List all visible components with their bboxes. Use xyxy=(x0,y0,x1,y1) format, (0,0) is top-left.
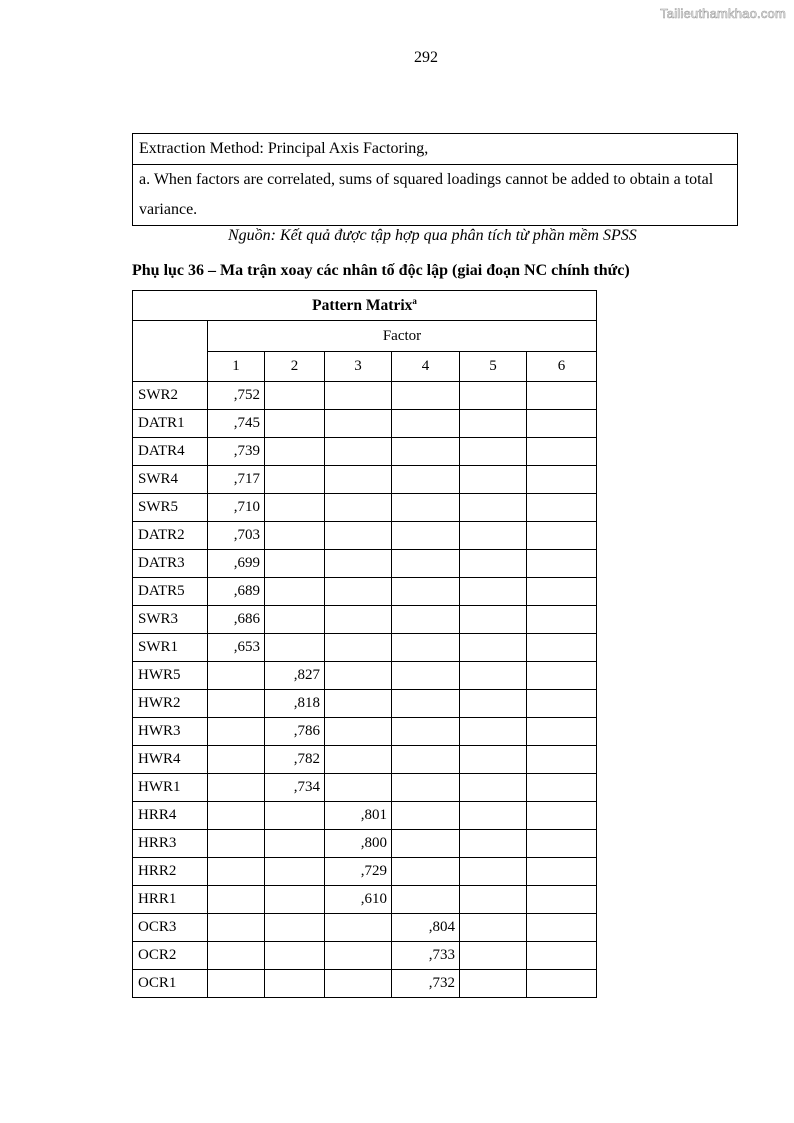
loading-cell xyxy=(325,522,392,550)
loading-cell xyxy=(527,522,597,550)
loading-cell xyxy=(265,466,325,494)
item-label: DATR4 xyxy=(133,438,208,466)
loading-cell xyxy=(208,802,265,830)
matrix-title-footnote: a xyxy=(412,295,417,306)
loading-cell xyxy=(265,942,325,970)
pattern-matrix-table xyxy=(132,290,597,998)
loading-cell xyxy=(392,550,460,578)
loading-cell xyxy=(460,970,527,998)
loading-cell xyxy=(392,858,460,886)
loading-cell xyxy=(265,438,325,466)
loading-cell xyxy=(265,382,325,410)
factor-column-header: 5 xyxy=(460,352,527,382)
table-row xyxy=(133,970,597,998)
loading-cell xyxy=(208,774,265,802)
matrix-title-row xyxy=(133,291,597,321)
item-label: HWR4 xyxy=(133,746,208,774)
loading-cell xyxy=(325,718,392,746)
loading-cell xyxy=(392,830,460,858)
item-label: HWR2 xyxy=(133,690,208,718)
loading-cell xyxy=(392,690,460,718)
loading-cell xyxy=(208,970,265,998)
loading-cell xyxy=(325,942,392,970)
item-label: DATR3 xyxy=(133,550,208,578)
item-label: HWR3 xyxy=(133,718,208,746)
loading-cell xyxy=(527,830,597,858)
loading-cell xyxy=(392,494,460,522)
item-label: DATR2 xyxy=(133,522,208,550)
item-label: OCR1 xyxy=(133,970,208,998)
item-label: HRR3 xyxy=(133,830,208,858)
loading-cell xyxy=(460,634,527,662)
loading-cell: ,733 xyxy=(392,942,460,970)
loading-cell xyxy=(527,606,597,634)
loading-cell xyxy=(527,382,597,410)
loading-cell xyxy=(460,942,527,970)
loading-cell xyxy=(460,718,527,746)
loading-cell xyxy=(325,382,392,410)
loading-cell xyxy=(460,662,527,690)
correlated-factors-note: a. When factors are correlated, sums of squared loadings cannot be added to obtain a total variance. xyxy=(133,165,738,226)
loading-cell xyxy=(460,830,527,858)
loading-cell xyxy=(208,830,265,858)
loading-cell xyxy=(265,802,325,830)
loading-cell xyxy=(460,438,527,466)
loading-cell: ,804 xyxy=(392,914,460,942)
table-row xyxy=(133,942,597,970)
loading-cell xyxy=(460,382,527,410)
loading-cell xyxy=(392,578,460,606)
loading-cell: ,752 xyxy=(208,382,265,410)
appendix-caption: Phụ lục 36 – Ma trận xoay các nhân tố độc lập (giai đoạn NC chính thức) xyxy=(132,262,630,279)
factor-column-header: 2 xyxy=(265,352,325,382)
source-note: Nguồn: Kết quả được tập hợp qua phân tích từ phần mềm SPSS xyxy=(228,227,637,244)
loading-cell xyxy=(265,858,325,886)
loading-cell xyxy=(265,970,325,998)
table-row xyxy=(133,438,597,466)
loading-cell: ,801 xyxy=(325,802,392,830)
loading-cell: ,818 xyxy=(265,690,325,718)
loading-cell xyxy=(527,746,597,774)
table-row xyxy=(133,690,597,718)
loading-cell: ,689 xyxy=(208,578,265,606)
loading-cell xyxy=(460,466,527,494)
table-row xyxy=(133,578,597,606)
table-row xyxy=(133,802,597,830)
item-label: SWR4 xyxy=(133,466,208,494)
loading-cell: ,745 xyxy=(208,410,265,438)
item-label: OCR2 xyxy=(133,942,208,970)
loading-cell xyxy=(460,690,527,718)
loading-cell xyxy=(460,410,527,438)
factor-column-header: 1 xyxy=(208,352,265,382)
loading-cell xyxy=(392,438,460,466)
item-label: SWR3 xyxy=(133,606,208,634)
loading-cell xyxy=(208,886,265,914)
item-label: HRR1 xyxy=(133,886,208,914)
loading-cell: ,827 xyxy=(265,662,325,690)
loading-cell xyxy=(392,634,460,662)
loading-cell xyxy=(392,382,460,410)
page-number: 292 xyxy=(414,49,438,66)
loading-cell xyxy=(392,802,460,830)
loading-cell xyxy=(265,410,325,438)
loading-cell xyxy=(527,774,597,802)
table-row xyxy=(133,382,597,410)
loading-cell xyxy=(527,578,597,606)
item-label: HRR4 xyxy=(133,802,208,830)
item-label: HWR1 xyxy=(133,774,208,802)
loading-cell xyxy=(325,662,392,690)
item-label: SWR1 xyxy=(133,634,208,662)
table-row xyxy=(133,550,597,578)
loading-cell xyxy=(460,886,527,914)
loading-cell xyxy=(527,634,597,662)
item-label: HWR5 xyxy=(133,662,208,690)
loading-cell: ,786 xyxy=(265,718,325,746)
table-row xyxy=(133,466,597,494)
loading-cell xyxy=(325,774,392,802)
loading-cell xyxy=(527,662,597,690)
extraction-note-table xyxy=(132,133,738,226)
loading-cell xyxy=(325,466,392,494)
loading-cell xyxy=(460,578,527,606)
loading-cell xyxy=(325,914,392,942)
loading-cell xyxy=(392,466,460,494)
loading-cell xyxy=(392,774,460,802)
loading-cell xyxy=(392,522,460,550)
loading-cell xyxy=(325,970,392,998)
loading-cell xyxy=(325,494,392,522)
loading-cell: ,734 xyxy=(265,774,325,802)
loading-cell xyxy=(265,830,325,858)
loading-cell xyxy=(265,606,325,634)
loading-cell: ,710 xyxy=(208,494,265,522)
item-label: SWR2 xyxy=(133,382,208,410)
loading-cell xyxy=(208,690,265,718)
loading-cell xyxy=(208,718,265,746)
factor-column-header: 4 xyxy=(392,352,460,382)
loading-cell xyxy=(527,550,597,578)
factor-column-header: 6 xyxy=(527,352,597,382)
loading-cell xyxy=(325,438,392,466)
loading-cell xyxy=(392,886,460,914)
table-row xyxy=(133,522,597,550)
loading-cell xyxy=(527,410,597,438)
extraction-method-note: Extraction Method: Principal Axis Factoring, xyxy=(133,134,738,165)
loading-cell: ,653 xyxy=(208,634,265,662)
table-row xyxy=(133,858,597,886)
loading-cell xyxy=(460,858,527,886)
empty-corner-cell xyxy=(133,321,208,382)
loading-cell xyxy=(265,914,325,942)
factor-header-row xyxy=(133,321,597,352)
loading-cell xyxy=(265,522,325,550)
loading-cell xyxy=(460,522,527,550)
loading-cell xyxy=(527,466,597,494)
table-row xyxy=(133,606,597,634)
loading-cell xyxy=(392,746,460,774)
loading-cell xyxy=(527,690,597,718)
table-row xyxy=(133,718,597,746)
loading-cell xyxy=(325,410,392,438)
loading-cell: ,717 xyxy=(208,466,265,494)
table-row xyxy=(133,774,597,802)
matrix-title-text: Pattern Matrix xyxy=(312,297,413,315)
loading-cell xyxy=(325,606,392,634)
loading-cell xyxy=(527,942,597,970)
loading-cell xyxy=(460,746,527,774)
item-label: HRR2 xyxy=(133,858,208,886)
loading-cell xyxy=(527,858,597,886)
table-row xyxy=(133,410,597,438)
item-label: SWR5 xyxy=(133,494,208,522)
loading-cell xyxy=(208,942,265,970)
loading-cell xyxy=(460,606,527,634)
loading-cell xyxy=(527,914,597,942)
table-row xyxy=(133,914,597,942)
loading-cell: ,729 xyxy=(325,858,392,886)
loading-cell xyxy=(527,802,597,830)
matrix-title xyxy=(133,291,597,321)
loading-cell xyxy=(208,914,265,942)
factor-header: Factor xyxy=(208,321,597,352)
loading-cell xyxy=(265,578,325,606)
loading-cell xyxy=(325,634,392,662)
loading-cell xyxy=(325,746,392,774)
item-label: OCR3 xyxy=(133,914,208,942)
loading-cell xyxy=(527,970,597,998)
loading-cell xyxy=(392,718,460,746)
loading-cell: ,703 xyxy=(208,522,265,550)
loading-cell xyxy=(265,634,325,662)
loading-cell: ,732 xyxy=(392,970,460,998)
loading-cell xyxy=(460,914,527,942)
loading-cell xyxy=(460,494,527,522)
loading-cell xyxy=(265,494,325,522)
loading-cell xyxy=(208,858,265,886)
loading-cell: ,686 xyxy=(208,606,265,634)
loading-cell xyxy=(325,578,392,606)
loading-cell xyxy=(392,410,460,438)
loading-cell: ,800 xyxy=(325,830,392,858)
table-row xyxy=(133,494,597,522)
watermark: Tailieuthamkhao.com xyxy=(660,6,786,21)
loading-cell xyxy=(392,662,460,690)
loading-cell xyxy=(460,550,527,578)
loading-cell xyxy=(325,690,392,718)
item-label: DATR1 xyxy=(133,410,208,438)
loading-cell xyxy=(527,718,597,746)
loading-cell xyxy=(460,774,527,802)
table-row xyxy=(133,746,597,774)
note-row xyxy=(133,134,738,165)
loading-cell xyxy=(527,886,597,914)
loading-cell xyxy=(527,438,597,466)
table-row xyxy=(133,886,597,914)
note-row xyxy=(133,165,738,226)
matrix-body xyxy=(133,382,597,998)
loading-cell xyxy=(460,802,527,830)
loading-cell xyxy=(527,494,597,522)
loading-cell: ,739 xyxy=(208,438,265,466)
factor-column-header: 3 xyxy=(325,352,392,382)
loading-cell xyxy=(208,746,265,774)
loading-cell xyxy=(392,606,460,634)
loading-cell: ,610 xyxy=(325,886,392,914)
loading-cell xyxy=(208,662,265,690)
table-row xyxy=(133,662,597,690)
loading-cell xyxy=(325,550,392,578)
item-label: DATR5 xyxy=(133,578,208,606)
loading-cell: ,699 xyxy=(208,550,265,578)
loading-cell xyxy=(265,550,325,578)
loading-cell xyxy=(265,886,325,914)
table-row xyxy=(133,634,597,662)
table-row xyxy=(133,830,597,858)
loading-cell: ,782 xyxy=(265,746,325,774)
